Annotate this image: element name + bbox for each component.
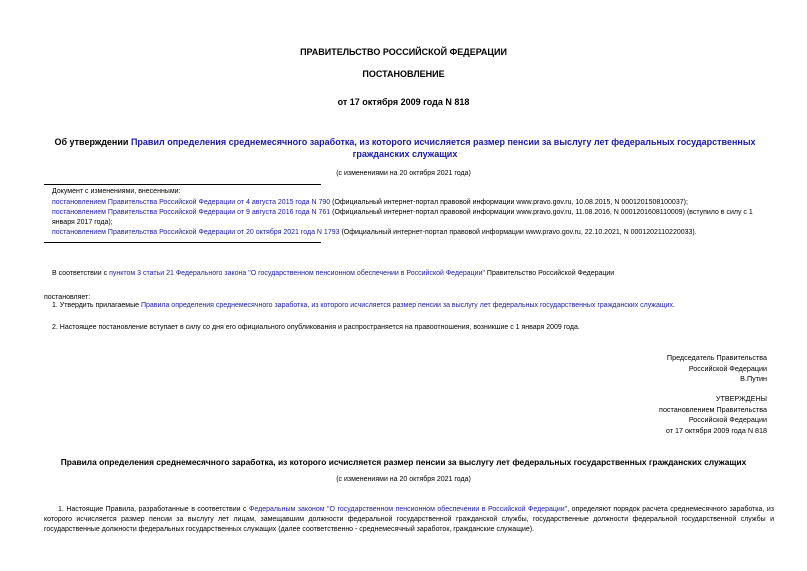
- rules-p1-prefix: 1. Настоящие Правила, разработанные в соответствии с: [58, 506, 250, 513]
- amendments-block: [52, 187, 772, 238]
- rules-p1-law-link[interactable]: Федеральным законом "О государственном пенсионном обеспечении в Российской Федерации": [249, 506, 568, 513]
- approval-block: [659, 394, 767, 436]
- amendments-top-rule: [44, 184, 321, 185]
- document-date-number: от 17 октября 2009 года N 818: [337, 97, 470, 107]
- document-title: [50, 136, 760, 160]
- signature-block: [667, 353, 767, 385]
- amendments-bottom-rule: [44, 242, 321, 243]
- amendment-link[interactable]: постановлением Правительства Российской Федерации от 20 октября 2021 года N 1793: [52, 229, 340, 236]
- title-link[interactable]: Правил определения среднемесячного заработка, из которого исчисляется размер пенсии за выслугу лет федеральных государственных гражданских служащих: [130, 137, 756, 159]
- amendment-item: [52, 208, 772, 228]
- rules-paragraph-1: [44, 505, 774, 535]
- title-prefix: Об утверждении: [54, 137, 131, 147]
- amendment-text: (Официальный интернет-портал правовой информации www.pravo.gov.ru, 10.08.2015, N 0001201508100037);: [330, 199, 688, 206]
- item-1-prefix: 1. Утвердить прилагаемые: [52, 302, 141, 309]
- amendment-item: [52, 198, 772, 208]
- amendment-item: [52, 228, 772, 238]
- item-1-suffix: .: [673, 302, 675, 309]
- signature-line-3: В.Путин: [740, 374, 767, 383]
- item-2: 2. Настоящее постановление вступает в силу со дня его официального опубликования и распространяется на правоотношения, возникшие с 1 января 2009 года.: [52, 324, 580, 331]
- government-heading: ПРАВИТЕЛЬСТВО РОССИЙСКОЙ ФЕДЕРАЦИИ: [300, 47, 507, 57]
- item-1: [52, 301, 772, 311]
- approval-line-1: УТВЕРЖДЕНЫ: [715, 394, 767, 403]
- signature-line-2: Российской Федерации: [688, 363, 767, 373]
- amendments-intro: Документ с изменениями, внесенными:: [52, 188, 181, 195]
- approval-line-3: Российской Федерации: [688, 415, 767, 424]
- title-edition: (с изменениями на 20 октября 2021 года): [336, 170, 471, 177]
- rules-edition: (с изменениями на 20 октября 2021 года): [336, 476, 471, 483]
- preamble-text-end: Правительство Российской Федерации: [484, 270, 615, 277]
- approval-line-4: от 17 октября 2009 года N 818: [665, 425, 767, 435]
- rules-title: Правила определения среднемесячного заработка, из которого исчисляется размер пенсии за выслугу лет федеральных государственных гражданских служащих: [60, 457, 747, 467]
- preamble-text: В соответствии с: [52, 270, 110, 277]
- document-type: ПОСТАНОВЛЕНИЕ: [362, 69, 445, 79]
- decides-label: постановляет:: [44, 294, 91, 301]
- preamble-law-link[interactable]: пунктом 3 статьи 21 Федерального закона "О государственном пенсионном обеспечении в Российской Федерации": [109, 270, 485, 277]
- rules-p1-suffix: , определяют порядок расчета среднемесячного заработка, из которого исчисляется размер пенсии за выслугу лет лицам, замещавшим должности федеральной государственной гражданской службы, государственные должности федеральной государственной службы и государственные должности федеральных государственных служащих (далее соответственно - среднемесячный заработок, гражданские служащие).: [44, 506, 774, 533]
- amendment-text: (Официальный интернет-портал правовой информации www.pravo.gov.ru, 11.08.2016, N 0001201608110009) (вступило в силу с 1 января 2017 года);: [52, 209, 753, 226]
- amendment-link[interactable]: постановлением Правительства Российской Федерации от 9 августа 2016 года N 761: [52, 209, 331, 216]
- item-1-rules-link[interactable]: Правила определения среднемесячного заработка, из которого исчисляется размер пенсии за выслугу лет федеральных государственных гражданских служащих: [140, 302, 674, 309]
- approval-line-2: постановлением Правительства: [659, 404, 767, 414]
- preamble: [52, 269, 772, 279]
- amendment-text: (Официальный интернет-портал правовой информации www.pravo.gov.ru, 22.10.2021, N 0001202110220033).: [339, 229, 697, 236]
- signature-line-1: Председатель Правительства: [666, 353, 767, 362]
- amendment-link[interactable]: постановлением Правительства Российской Федерации от 4 августа 2015 года N 790: [52, 199, 331, 206]
